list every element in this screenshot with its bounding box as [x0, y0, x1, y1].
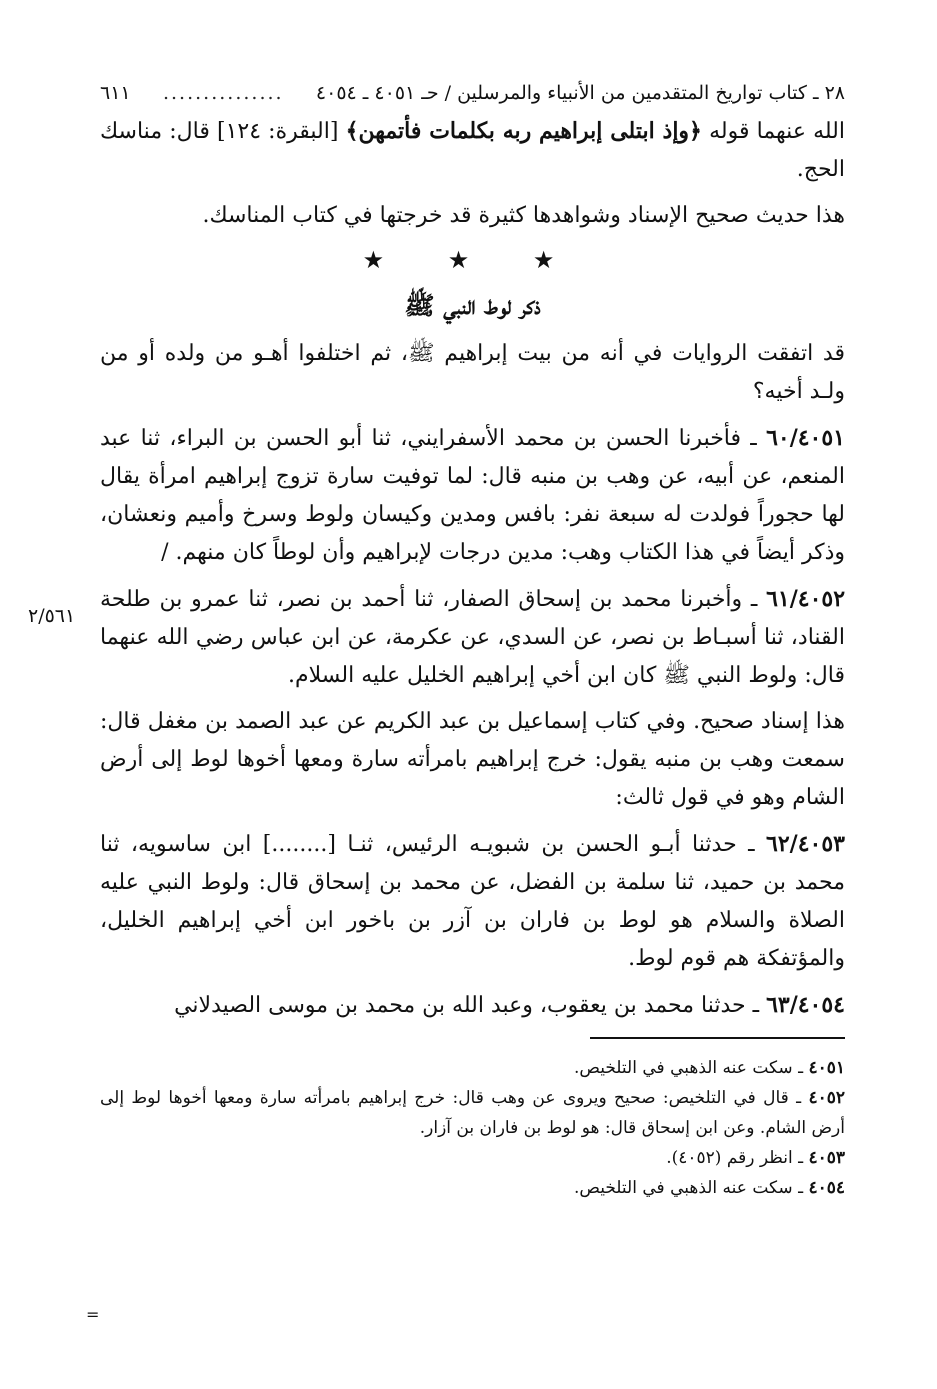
quran-quote: ﴿وإذ ابتلى إبراهيم ربه بكلمات فأتمهن﴾: [345, 118, 702, 144]
running-title: ٢٨ ـ كتاب تواريخ المتقدمين من الأنبياء والمرسلين / حـ ٤٠٥١ ـ ٤٠٥٤: [315, 82, 845, 104]
footnote-text: ـ سكت عنه الذهبي في التلخيص.: [573, 1178, 804, 1198]
footnote-number: ٤٠٥٣: [808, 1148, 845, 1168]
footnote-item: [100, 1143, 845, 1173]
hadith-text: ـ وأخبرنا محمد بن إسحاق الصفار، ثنا أحمد بن نصر، ثنا عمرو بن طلحة القناد، ثنا أسبـاط بن نصر، عن السدي، عن عكرمة، عن ابن عباس رضي الله عنهما قال: ولوط النبي ﷺ كان ابن أخي إبراهيم الخليل عليه السلام.: [100, 587, 845, 688]
hadith-4054: [100, 986, 845, 1025]
footnote-text: ـ انظر رقم (٤٠٥٢).: [666, 1148, 804, 1168]
margin-page-reference: ٢/٥٦١: [28, 605, 76, 627]
running-header: [100, 78, 845, 112]
intro-before-quote: الله عنهما قوله: [709, 119, 845, 144]
footnote-item: [100, 1173, 845, 1203]
footnote-number: ٤٠٥١: [808, 1058, 845, 1078]
section-intro: قد اتفقت الروايات في أنه من بيت إبراهيم ﷺ، ثم اختلفوا أهـو من ولده أو من ولـد أخيه؟: [100, 341, 845, 404]
intro-after-quote: [البقرة: ١٢٤] قال: مناسك الحج.: [100, 119, 845, 182]
hadith-number: ٦٣/٤٠٥٤: [766, 992, 845, 1018]
hadith-number: ٦٠/٤٠٥١: [766, 425, 845, 451]
footnote-item: [100, 1053, 845, 1083]
hadith-4052: [100, 580, 845, 695]
grading-paragraph-1: هذا حديث صحيح الإسناد وشواهدها كثيرة قد خرجتها في كتاب المناسك.: [202, 203, 845, 228]
hadith-4051: [100, 419, 845, 572]
section-separator-stars: ★ ★ ★: [362, 246, 583, 274]
hadith-number: ٦١/٤٠٥٢: [766, 586, 846, 612]
leader-dots: ...............: [162, 82, 284, 104]
grading-paragraph-2: هذا إسناد صحيح. وفي كتاب إسماعيل بن عبد الكريم عن عبد الصمد بن مغفل قال: سمعت وهب بن منبه يقول: خرج إبراهيم بامرأته سارة ومعها أخوها لوط إلى أرض الشام وهو في قول ثالث:: [100, 709, 845, 810]
footnote-item: [100, 1083, 845, 1143]
footnote-text: ـ قال في التلخيص: صحيح ويروى عن وهب قال: خرج إبراهيم بامرأته سارة ومعها أخوها لوط إلى أرض الشام. وعن ابن إسحاق قال: هو لوط بن فاران بن آزار.: [100, 1088, 845, 1138]
hadith-text: ـ حدثنا أبـو الحسن بن شبويـه الرئيس، ثنـا [........] ابن ساسويه، ثنا محمد بن حميد، ثنا سلمة بن الفضل، عن محمد بن إسحاق قال: ولوط النبي عليه الصلاة والسلام هو لوط بن فاران بن آزر بن باخور ابن أخي إبراهيم الخليل، والمؤتفكة هم قوم لوط.: [100, 832, 845, 971]
hadith-text: ـ حدثنا محمد بن يعقوب، وعبد الله بن محمد بن موسى الصيدلاني: [174, 993, 760, 1018]
page-number: ٦١١: [100, 82, 131, 104]
book-page: [100, 78, 845, 1203]
hadith-text: ـ فأخبرنا الحسن بن محمد الأسفرايني، ثنا أبو الحسن بن البراء، ثنا عبد المنعم، عن أبيه، عن وهب بن منبه قال: لما توفيت سارة تزوج إبراهيم امرأة يقال لها حجوراً فولدت له سبعة نفر: بافس ومدين وكيسان ولوط وسرخ وأميم ونعشان، وذكر أيضاً في هذا الكتاب وهب: مدين درجات لإبراهيم وأن لوطاً كان منهم. /: [100, 426, 845, 565]
footnote-text: ـ سكت عنه الذهبي في التلخيص.: [573, 1058, 804, 1078]
footnote-number: ٤٠٥٤: [808, 1178, 845, 1198]
hadith-number: ٦٢/٤٠٥٣: [766, 831, 845, 857]
section-title: ذكر لوط النبي ﷺ: [404, 291, 541, 320]
hadith-4053: [100, 825, 845, 978]
continuation-mark: =: [86, 1305, 100, 1324]
footnotes: [100, 1037, 845, 1203]
footnote-number: ٤٠٥٢: [808, 1088, 845, 1108]
intro-paragraph: [100, 112, 845, 189]
footnote-rule: [590, 1037, 845, 1039]
